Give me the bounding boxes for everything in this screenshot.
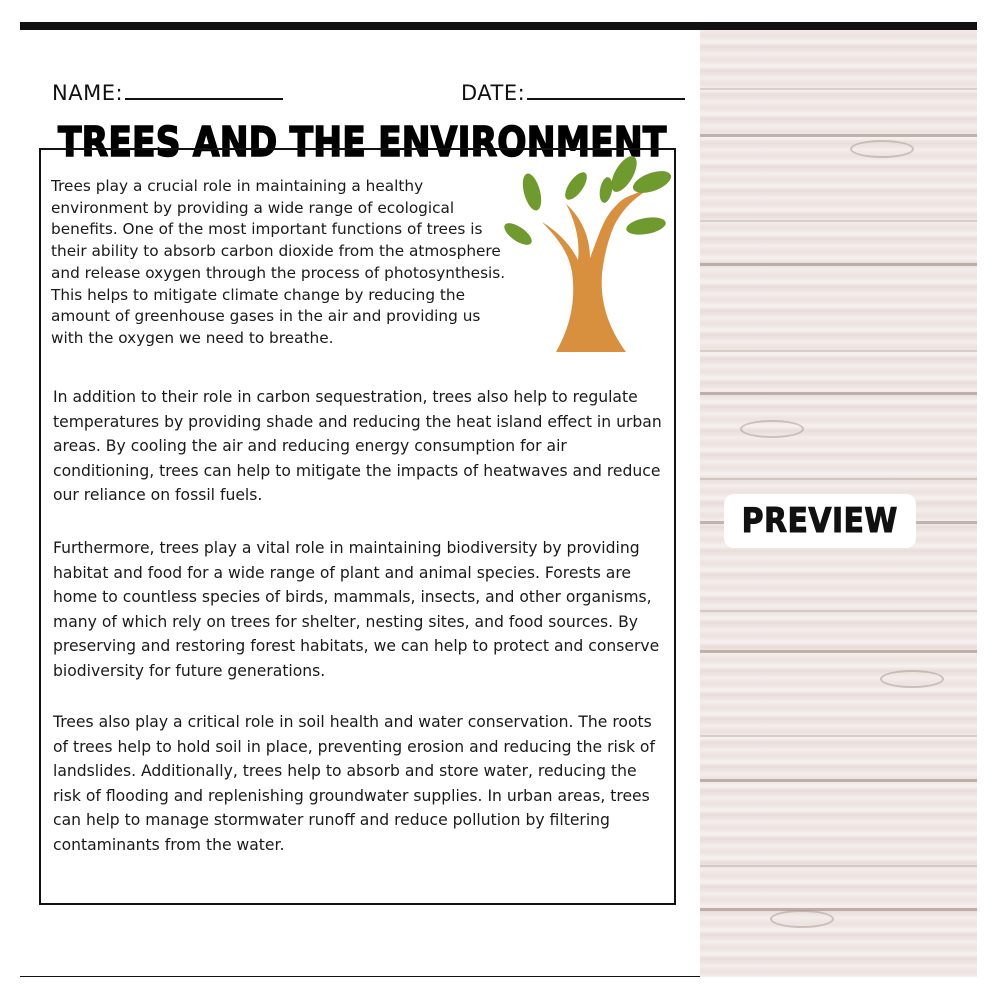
date-field: [461, 80, 685, 105]
name-field: [52, 80, 283, 105]
date-label: DATE:: [461, 81, 526, 105]
wood-knot: [740, 420, 804, 438]
name-label: NAME:: [52, 81, 124, 105]
preview-badge: [724, 494, 916, 548]
paragraph-soil-water: Trees also play a critical role in soil health and water conservation. The roots of trees help to hold soil in place, preventing erosion and reducing the risk of landslides. Additionally, trees help to absorb and store water, reducing the risk of flooding and replenishing groundwater supplies. In urban areas, trees can help to manage stormwater runoff and reduce pollution by filtering contaminants from the water.: [53, 713, 655, 854]
paragraph-temperature: In addition to their role in carbon sequestration, trees also help to regulate temperatures by providing shade and reducing the heat island effect in urban areas. By cooling the air and reducing energy consumption for air conditioning, trees can help to mitigate the impacts of heatwaves and reduce our reliance on fossil fuels.: [53, 388, 662, 505]
wood-grain: [700, 478, 977, 480]
wood-grain: [700, 735, 977, 737]
preview-label: PREVIEW: [741, 501, 899, 541]
reading-passage-box: [39, 148, 676, 905]
wood-grain: [700, 610, 977, 612]
wood-grain: [700, 220, 977, 222]
wood-grain: [700, 865, 977, 867]
paragraph-intro: Trees play a crucial role in maintaining a healthy environment by providing a wide range of ecological benefits. One of the most important functions of trees is their ability to absorb carbon dioxide from the atmosphere and release oxygen through the process of photosynthesis. This helps to mitigate climate change by reducing the amount of greenhouse gases in the air and providing us with the oxygen we need to breathe.: [51, 177, 506, 347]
tree-leaves: [501, 152, 673, 249]
worksheet-page: [20, 30, 700, 976]
tree-icon: [498, 152, 673, 357]
wood-knot: [770, 910, 834, 928]
paragraph-biodiversity: Furthermore, trees play a vital role in maintaining biodiversity by providing habitat and food for a wide range of plant and animal species. Forests are home to countless species of birds, mammals, insects, and other organisms, many of which rely on trees for shelter, nesting sites, and food sources. By preserving and restoring forest habitats, we can help to protect and conserve biodiversity for future generations.: [53, 539, 660, 680]
tree-trunk: [542, 190, 648, 352]
worksheet-title: TREES AND THE ENVIRONMENT: [58, 118, 667, 166]
wood-knot: [850, 140, 914, 158]
name-blank-line[interactable]: [125, 80, 283, 100]
wood-knot: [880, 670, 944, 688]
wood-grain: [700, 350, 977, 352]
date-blank-line[interactable]: [527, 80, 685, 100]
wood-grain: [700, 88, 977, 90]
